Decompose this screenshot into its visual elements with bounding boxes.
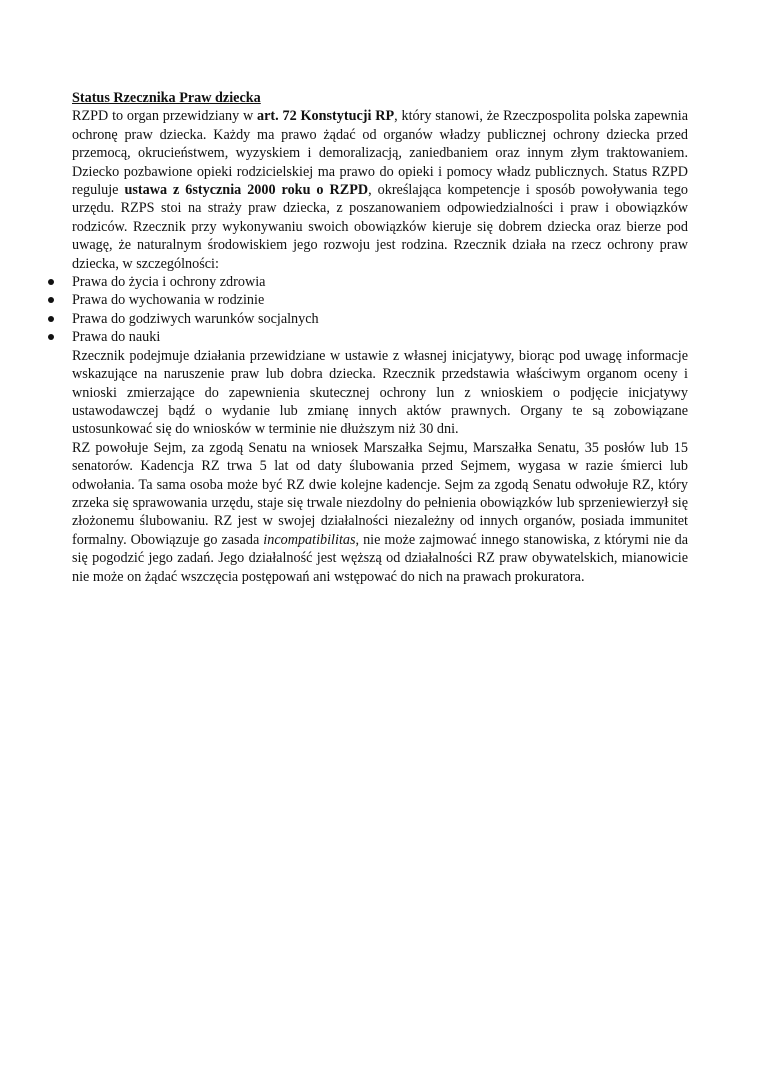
list-item-text: Prawa do godziwych warunków socjalnych	[72, 310, 319, 327]
appointment-paragraph	[72, 439, 688, 586]
list-item-text: Prawa do wychowania w rodzinie	[72, 292, 265, 309]
document-title: Status Rzecznika Praw dziecka	[72, 90, 261, 106]
appointment-italic-term: incompatibilitas	[263, 531, 356, 548]
document-body	[72, 89, 688, 586]
intro-text-3: , określająca kompetencje i sposób powoływania tego urzędu. RZPS stoi na straży praw dziecka, z poszanowaniem odpowiedzialności i praw i obowiązków rodziców. Rzecznik przy wykonywaniu swoich obowiązków kieruje się dobrem dziecka oraz bierze pod uwagę, że naturalnym środowiskiem jego rozwoju jest rodzina. Rzecznik działa na rzecz ochrony praw dziecka, w szczególności:	[72, 182, 689, 272]
intro-paragraph	[72, 107, 688, 273]
appointment-text-1: RZ powołuje Sejm, za zgodą Senatu na wniosek Marszałka Sejmu, Marszałka Senatu, 35 posłów lub 15 senatorów. Kadencja RZ trwa 5 lat od daty ślubowania przed Sejmem, wygasa w razie śmierci lub odwołania. Ta sama osoba może być RZ dwie kolejne kadencje. Sejm za zgodą Senatu odwołuje RZ, który zrzeka się sprawowania urzędu, staje się trwale niezdolny do pełnienia obowiązków lub sprzeniewierzył się złożonemu ślubowaniu. RZ jest w swojej działalności niezależny od innych organów, posiada immunitet formalny. Obowiązuje go zasada	[72, 439, 688, 548]
bullet-icon	[48, 297, 54, 303]
list-item	[72, 291, 688, 309]
bullet-icon	[48, 316, 54, 322]
bullet-icon	[48, 334, 54, 340]
appointment-text-2: , nie może zajmować innego stanowiska, z którymi nie da się pogodzić jego zadań. Jego działalność jest węższą od działalności RZ praw obywatelskich, mianowicie nie może on żądać wszczęcia postępowań ani wstępować do nich na prawach prokuratora.	[72, 531, 688, 585]
actions-paragraph: Rzecznik podejmuje działania przewidziane w ustawie z własnej inicjatywy, biorąc pod uwagę informacje wskazujące na naruszenie praw lub dobra dziecka. Rzecznik przedstawia właściwym organom oceny i wnioski zmierzające do zapewnienia skutecznej ochrony lun z wnioskiem o podjęcie inicjatywy ustawodawczej bądź o wydanie lub zmianę innych aktów prawnych. Organy te są zobowiązane ustosunkować się do wniosków w terminie nie dłuższym niż 30 dni.	[72, 347, 688, 438]
list-item	[72, 273, 688, 291]
intro-text-2: , który stanowi, że Rzeczpospolita polska zapewnia ochronę praw dziecka. Każdy ma prawo żądać od organów władzy publicznej ochrony dziecka przed przemocą, okrucieństwem, wyzyskiem i demoralizacją, zaniedbaniem oraz innym złym traktowaniem. Dziecko pozbawione opieki rodzicielskiej ma prawo do opieki i pomocy władz publicznych. Status RZPD reguluje	[72, 108, 689, 199]
intro-text-1: RZPD to organ przewidziany w	[72, 108, 258, 125]
intro-bold-constitution: art. 72 Konstytucji RP	[257, 108, 395, 125]
list-item	[72, 310, 688, 328]
list-item-text: Prawa do życia i ochrony zdrowia	[72, 274, 266, 291]
rights-list	[72, 273, 688, 347]
list-item-text: Prawa do nauki	[72, 329, 161, 346]
list-item	[72, 328, 688, 346]
intro-bold-statute: ustawa z 6stycznia 2000 roku o RZPD	[124, 182, 369, 199]
bullet-icon	[48, 279, 54, 285]
